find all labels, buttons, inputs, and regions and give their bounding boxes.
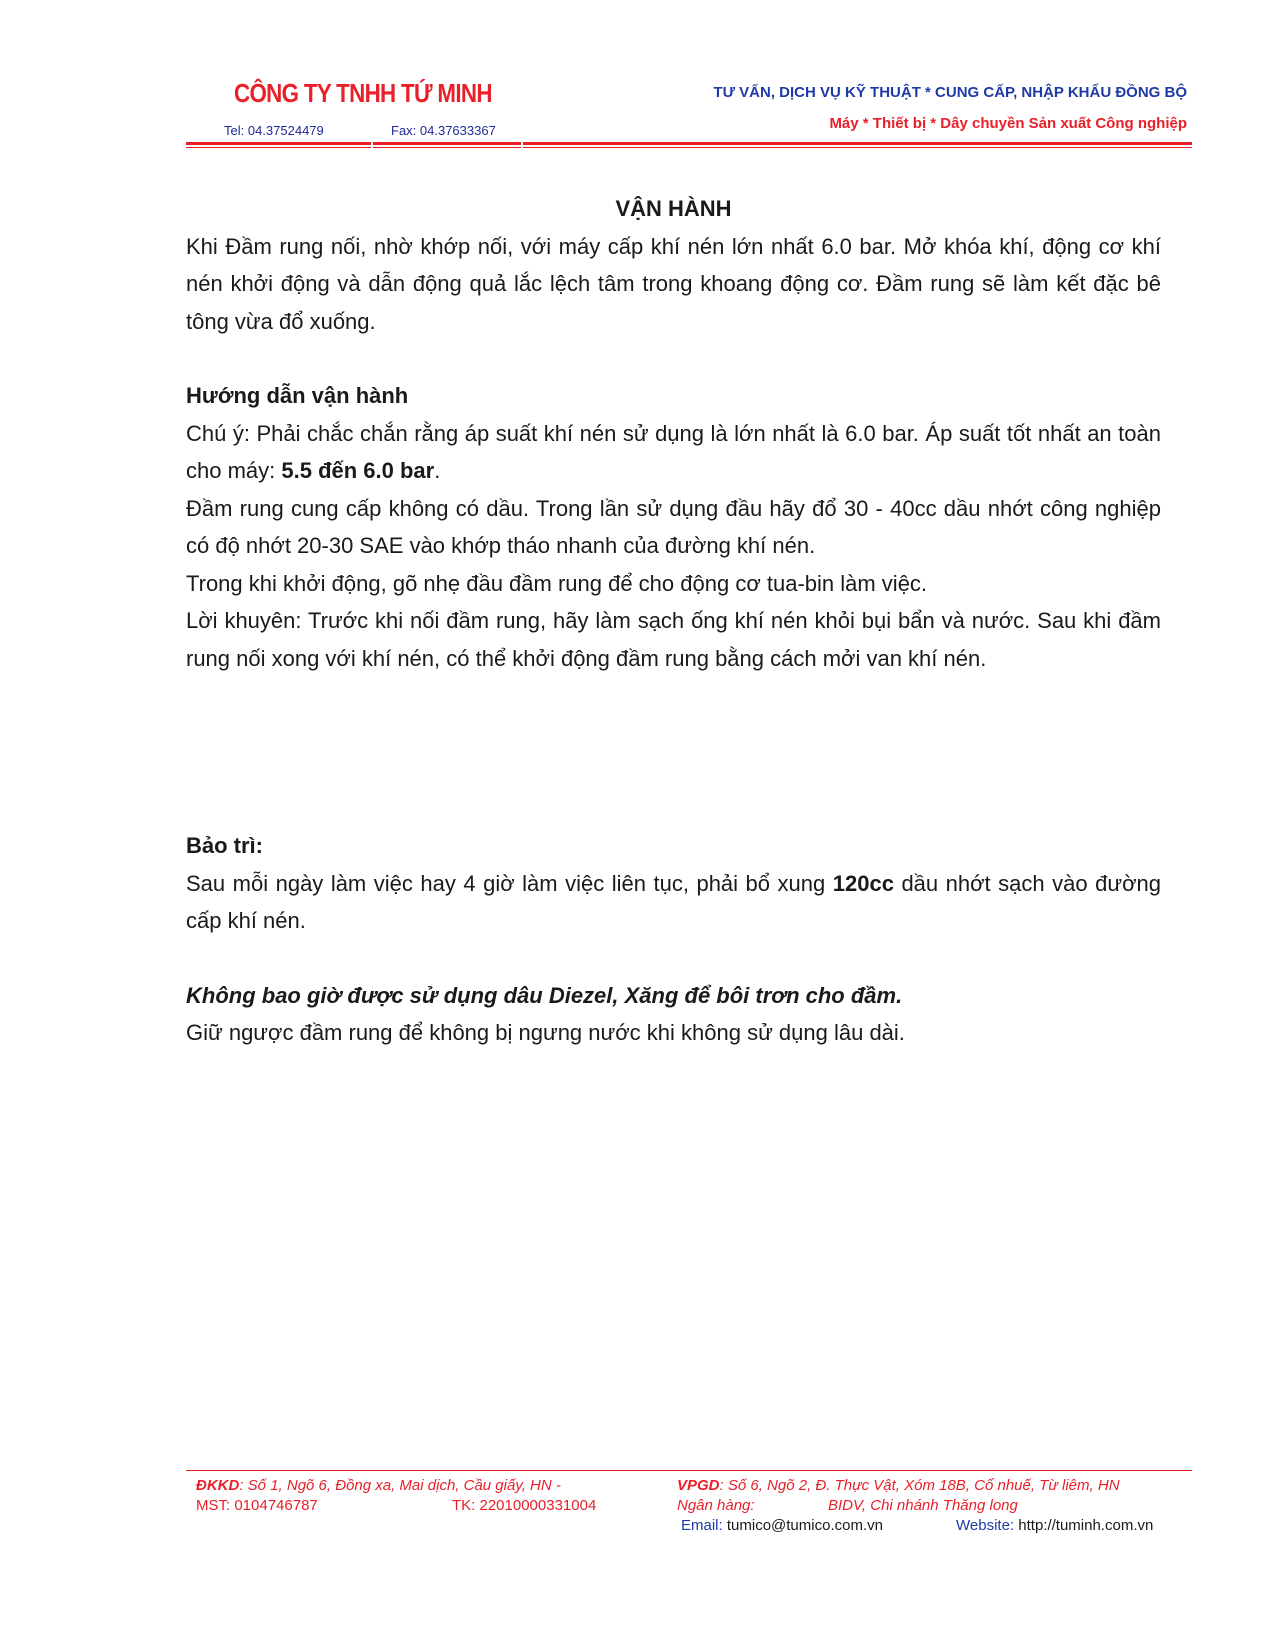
company-tel: Tel: 04.37524479 <box>224 123 324 138</box>
start-paragraph: Trong khi khởi động, gõ nhẹ đầu đầm rung để cho động cơ tua-bin làm việc. <box>186 570 928 596</box>
storage-paragraph: Giữ ngược đầm rung để không bị ngưng nước khi không sử dụng lâu dài. <box>186 1020 905 1045</box>
website-link[interactable]: http://tuminh.com.vn <box>1018 1517 1154 1534</box>
header-rule-gap <box>371 139 373 149</box>
intro-paragraph: Khi Đầm rung nối, nhờ khớp nối, với máy cấp khí nén lớn nhất 6.0 bar. Mở khóa khí, động cơ khí nén khởi động và dẫn động quả lắc lệch tâm trong khoang động cơ. Đầm rung sẽ làm kết đặc bê tông vừa đổ xuống. <box>186 233 1161 334</box>
header-rule-gap <box>521 139 523 149</box>
dkkd-label: ĐKKD <box>196 1477 240 1494</box>
maintenance-amount: 120cc <box>832 870 894 896</box>
section-title: VẬN HÀNH <box>615 196 732 221</box>
company-tagline-services: TƯ VẤN, DỊCH VỤ KỸ THUẬT * CUNG CẤP, NHẬP KHẨU ĐỒNG BỘ <box>713 84 1187 101</box>
footer-website <box>956 1517 1153 1534</box>
note-text: Chú ý: Phải chắc chắn rằng áp suất khí nén sử dụng là lớn nhất là 6.0 bar. Áp suất tốt nhất an toàn cho máy: <box>186 420 1161 483</box>
maintenance-text: Sau mỗi ngày làm việc hay 4 giờ làm việc liên tục, phải bổ xung <box>186 870 833 896</box>
footer-mst: MST: 0104746787 <box>196 1497 318 1514</box>
footer-dkkd <box>196 1477 561 1494</box>
vpgd-address: : Số 6, Ngõ 2, Đ. Thực Vật, Xóm 18B, Cổ nhuế, Từ liêm, HN <box>719 1477 1120 1494</box>
maintenance-paragraph <box>186 865 1161 940</box>
document-body <box>186 190 1161 1052</box>
header-rule <box>186 142 1192 145</box>
company-name: CÔNG TY TNHH TỨ MINH <box>234 78 492 108</box>
vpgd-label: VPGD <box>677 1477 720 1494</box>
footer-bank-label: Ngân hàng: <box>677 1497 755 1514</box>
note-pressure: 5.5 đến 6.0 bar <box>281 458 435 483</box>
oil-paragraph: Đầm rung cung cấp không có dầu. Trong lần sử dụng đầu hãy đổ 30 - 40cc dầu nhớt công nghiệp có độ nhớt 20-30 SAE vào khớp tháo nhanh của đường khí nén. <box>186 495 1161 558</box>
company-fax: Fax: 04.37633367 <box>391 123 496 138</box>
note-paragraph <box>186 415 1161 490</box>
footer-tk: TK: 22010000331004 <box>452 1497 597 1514</box>
guide-heading: Hướng dẫn vận hành <box>186 383 409 408</box>
header-rule-thin <box>186 147 1192 148</box>
note-end: . <box>434 458 441 483</box>
website-label: Website: <box>956 1517 1015 1534</box>
footer-vpgd <box>677 1477 1120 1494</box>
maintenance-text-end: dầu nhớt sạch vào đường cấp khí nén. <box>186 870 1161 933</box>
footer-bank-name: BIDV, Chi nhánh Thăng long <box>828 1497 1018 1514</box>
dkkd-address: : Số 1, Ngõ 6, Đồng xa, Mai dịch, Cầu giấy, HN - <box>239 1477 561 1494</box>
maintenance-heading: Bảo trì: <box>186 833 263 858</box>
advice-paragraph: Lời khuyên: Trước khi nối đầm rung, hãy làm sạch ống khí nén khỏi bụi bẩn và nước. Sau khi đầm rung nối xong với khí nén, có thể khởi động đầm rung bằng cách mởi van khí nén. <box>186 608 1161 671</box>
footer-rule <box>186 1470 1192 1471</box>
warning-text: Không bao giờ được sử dụng dâu Diezel, Xăng để bôi trơn cho đầm. <box>186 982 903 1008</box>
company-tagline-products: Máy * Thiết bị * Dây chuyền Sản xuất Công nghiệp <box>829 115 1187 132</box>
email-link[interactable]: tumico@tumico.com.vn <box>726 1517 883 1534</box>
footer-email <box>681 1517 883 1534</box>
email-label: Email: <box>681 1517 723 1534</box>
